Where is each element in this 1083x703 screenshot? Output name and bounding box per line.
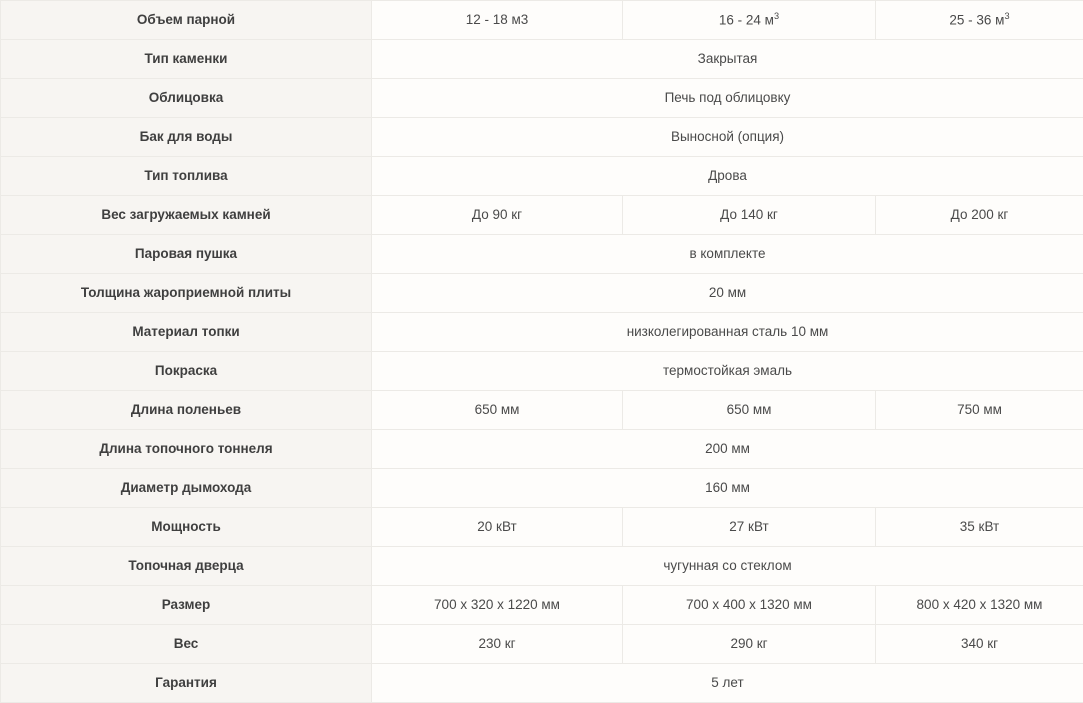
table-row [1, 274, 1083, 313]
row-value: 27 кВт [623, 508, 876, 547]
row-value: Дрова [372, 157, 1083, 196]
row-value: 800 х 420 х 1320 мм [876, 586, 1083, 625]
row-label: Размер [1, 586, 372, 625]
table-row [1, 664, 1083, 703]
row-label: Диаметр дымохода [1, 469, 372, 508]
row-label: Покраска [1, 352, 372, 391]
table-row [1, 430, 1083, 469]
row-value: 650 мм [623, 391, 876, 430]
table-row [1, 196, 1083, 235]
row-value: 700 х 320 х 1220 мм [372, 586, 623, 625]
table-row [1, 391, 1083, 430]
row-label: Толщина жароприемной плиты [1, 274, 372, 313]
row-value: 5 лет [372, 664, 1083, 703]
row-value: чугунная со стеклом [372, 547, 1083, 586]
row-label: Паровая пушка [1, 235, 372, 274]
row-label: Материал топки [1, 313, 372, 352]
row-label: Тип топлива [1, 157, 372, 196]
specifications-table-body [1, 1, 1083, 703]
row-label: Мощность [1, 508, 372, 547]
row-label: Объем парной [1, 1, 372, 40]
row-value: Печь под облицовку [372, 79, 1083, 118]
row-value: До 140 кг [623, 196, 876, 235]
row-value: 16 - 24 $м^3$ [623, 1, 876, 40]
row-label: Гарантия [1, 664, 372, 703]
row-label: Вес [1, 625, 372, 664]
row-value: низколегированная сталь 10 мм [372, 313, 1083, 352]
table-row [1, 547, 1083, 586]
row-value: До 200 кг [876, 196, 1083, 235]
row-label: Бак для воды [1, 118, 372, 157]
row-value: 20 кВт [372, 508, 623, 547]
row-label: Вес загружаемых камней [1, 196, 372, 235]
table-row [1, 79, 1083, 118]
row-label: Длина топочного тоннеля [1, 430, 372, 469]
row-value: термостойкая эмаль [372, 352, 1083, 391]
row-value: 700 х 400 х 1320 мм [623, 586, 876, 625]
row-value: 35 кВт [876, 508, 1083, 547]
table-row [1, 235, 1083, 274]
row-value: 25 - 36 $м^3$ [876, 1, 1083, 40]
table-row [1, 469, 1083, 508]
row-value: 200 мм [372, 430, 1083, 469]
row-value: 340 кг [876, 625, 1083, 664]
table-row [1, 118, 1083, 157]
row-value: 290 кг [623, 625, 876, 664]
row-value: 12 - 18 м3 [372, 1, 623, 40]
row-value: Закрытая [372, 40, 1083, 79]
table-row [1, 40, 1083, 79]
row-value: Выносной (опция) [372, 118, 1083, 157]
row-label: Топочная дверца [1, 547, 372, 586]
row-value: в комплекте [372, 235, 1083, 274]
table-row [1, 586, 1083, 625]
table-row [1, 157, 1083, 196]
row-value: 160 мм [372, 469, 1083, 508]
row-value: 20 мм [372, 274, 1083, 313]
table-row [1, 1, 1083, 40]
row-value: 650 мм [372, 391, 623, 430]
row-value: До 90 кг [372, 196, 623, 235]
table-row [1, 313, 1083, 352]
row-value: 750 мм [876, 391, 1083, 430]
row-value: 230 кг [372, 625, 623, 664]
row-label: Длина поленьев [1, 391, 372, 430]
row-label: Тип каменки [1, 40, 372, 79]
table-row [1, 508, 1083, 547]
table-row [1, 625, 1083, 664]
row-label: Облицовка [1, 79, 372, 118]
table-row [1, 352, 1083, 391]
